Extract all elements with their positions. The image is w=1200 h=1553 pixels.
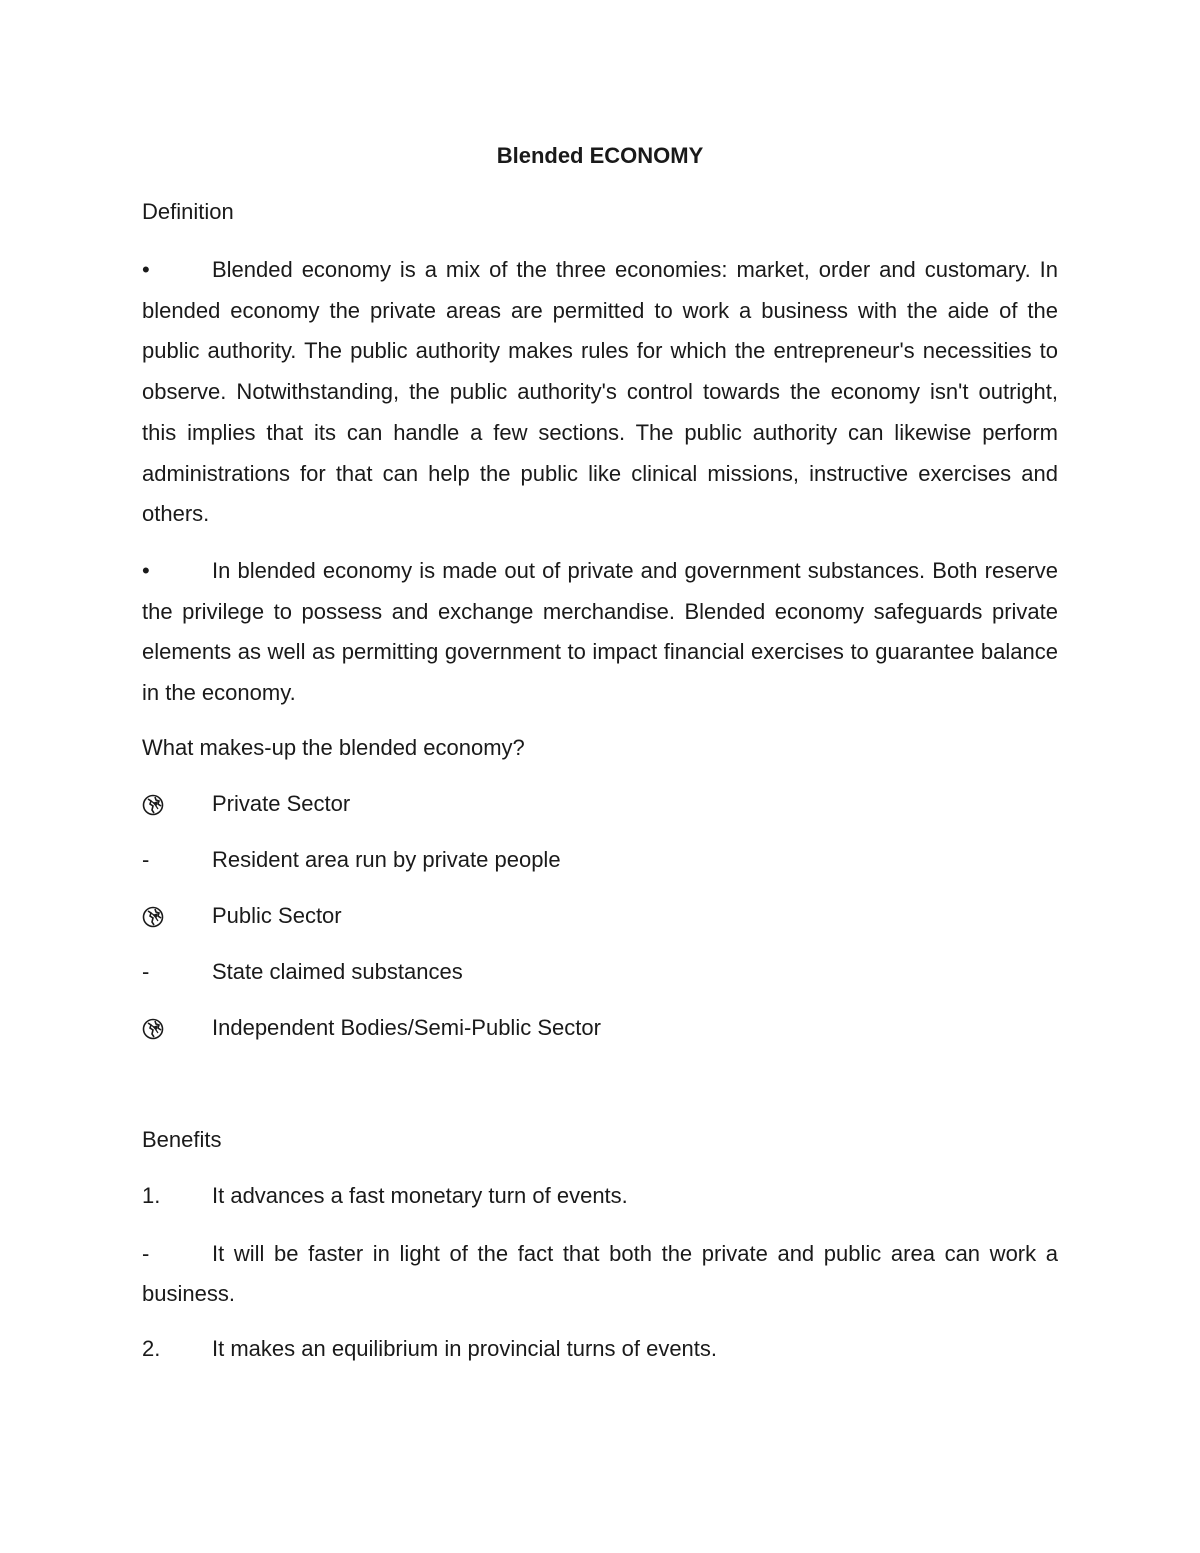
benefit-subitem [142,1234,1058,1315]
makeup-item [142,954,1058,990]
document-page [142,138,1058,1387]
definition-bullet [142,250,1058,535]
makeup-text: State claimed substances [212,958,463,984]
document-title: Blended ECONOMY [496,143,704,168]
makeup-item [142,898,1058,934]
makeup-item [142,1010,1058,1046]
makeup-text: Resident area run by private people [212,846,561,872]
makeup-text: Public Sector [212,902,342,928]
makeup-text: Independent Bodies/Semi-Public Sector [212,1014,601,1040]
makeup-marker: - [142,846,150,872]
benefit-item [142,1331,1058,1367]
benefit-text: It advances a fast monetary turn of events. [212,1182,628,1208]
benefits-heading: Benefits [142,1126,222,1152]
benefit-text: It makes an equilibrium in provincial turns of events. [212,1336,718,1362]
makeup-text: Private Sector [212,790,351,816]
makeup-item [142,842,1058,878]
benefit-sub-text: It will be faster in light of the fact that both the private and public area can work a business. [142,1240,1058,1307]
makeup-marker [142,898,212,934]
bullet-marker: • [142,557,150,583]
benefit-number: 1. [142,1182,161,1208]
makeup-marker [142,1010,212,1046]
bullet-marker: • [142,257,150,282]
definition-heading: Definition [142,199,234,224]
bullet-text: Blended economy is a mix of the three economies: market, order and customary. In blended economy the private areas are permitted to work a business with the aide of the public authority. The public authority makes rules for which the entrepreneur's necessities to observe. Notwithstanding, the public authority's control towards the economy isn't outright, this implies that its can handle a few sections. The public authority can likewise perform administrations for that can help the public like clinical missions, instructive exercises and others. [142,257,1058,527]
globe-icon [142,1018,164,1040]
makeup-item [142,786,1058,822]
benefit-number: 2. [142,1336,161,1362]
bullet-text: In blended economy is made out of private and government substances. Both reserve the privilege to possess and exchange merchandise. Blended economy safeguards private elements as well as permitting government to impact financial exercises to guarantee balance in the economy. [142,557,1058,706]
makeup-marker: - [142,958,150,984]
makeup-marker [142,786,212,822]
makeup-question: What makes-up the blended economy? [142,734,525,760]
globe-icon [142,794,164,816]
benefit-sub-marker: - [142,1240,150,1266]
benefit-item [142,1178,1058,1214]
globe-icon [142,906,164,928]
spacer [142,1066,1058,1122]
definition-bullet [142,551,1058,714]
